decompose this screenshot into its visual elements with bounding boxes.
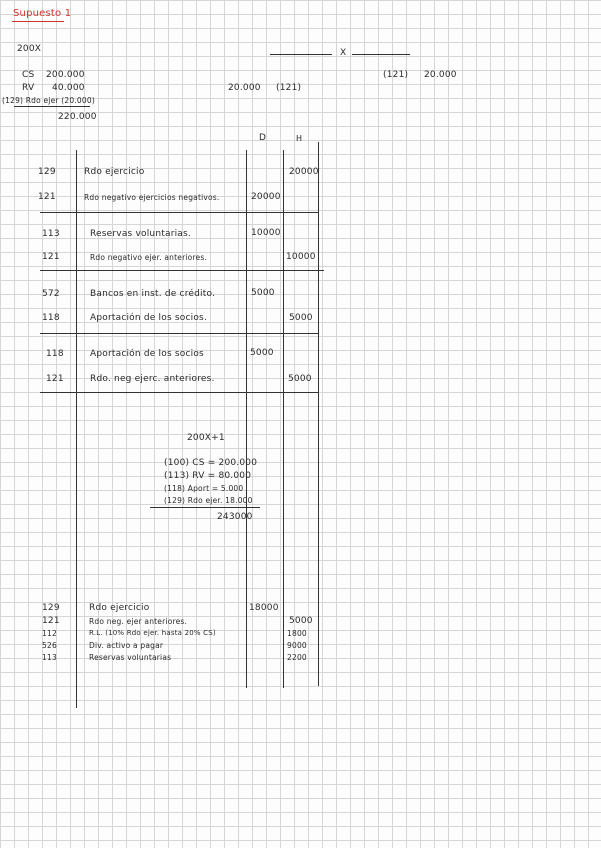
journal-credit: 5000 — [289, 616, 313, 626]
t-account-line-right — [352, 54, 410, 55]
journal-desc: Reservas voluntarias. — [90, 229, 191, 239]
entry-separator — [40, 333, 318, 334]
journal-desc: Rdo. neg ejerc. anteriores. — [90, 374, 215, 384]
rv-value: 40.000 — [52, 83, 85, 93]
sum-underline — [14, 106, 90, 107]
journal-debit: 18000 — [249, 603, 279, 613]
journal-code-column-line — [76, 150, 77, 708]
t-left-amount: 20.000 — [228, 83, 261, 93]
title-underline — [12, 21, 64, 22]
journal-credit: 20000 — [289, 167, 319, 177]
journal-code: 118 — [42, 313, 60, 323]
t-account-header: X — [340, 48, 347, 58]
journal-code: 129 — [42, 603, 60, 613]
t-right-code: (121) — [383, 70, 409, 80]
page-title: Supuesto 1 — [13, 8, 72, 19]
journal-desc: Aportación de los socios. — [90, 313, 208, 323]
balance-line: (118) Aport = 5.000 — [164, 484, 244, 493]
entry-separator — [40, 270, 324, 271]
journal-credit: 1800 — [287, 629, 307, 638]
journal-debit: 10000 — [251, 228, 281, 238]
top-total: 220.000 — [58, 112, 97, 122]
journal-desc: Rdo ejercicio — [84, 167, 145, 177]
journal-code: 121 — [38, 192, 56, 202]
debit-column-header: D — [259, 133, 267, 143]
journal-credit-column-line — [283, 150, 284, 688]
rv-label: RV — [22, 83, 35, 93]
journal-desc: Aportación de los socios — [90, 349, 204, 359]
entry-separator — [40, 392, 318, 393]
journal-code: 118 — [46, 349, 64, 359]
journal-debit: 20000 — [251, 192, 281, 202]
rdo-ejer-label: (129) Rdo ejer (20.000) — [2, 96, 95, 105]
journal-code: 113 — [42, 229, 60, 239]
journal-desc: Rdo neg. ejer anteriores. — [89, 617, 188, 626]
balance-line: (113) RV = 80.000 — [164, 471, 252, 481]
journal-desc: Rdo ejercicio — [89, 603, 150, 613]
journal-credit: 2200 — [287, 653, 307, 662]
journal-debit: 5000 — [250, 348, 274, 358]
journal-credit: 9000 — [287, 641, 307, 650]
journal-code: 121 — [42, 252, 60, 262]
journal-code: 526 — [42, 641, 57, 650]
journal-code: 129 — [38, 167, 56, 177]
journal-desc: Rdo negativo ejercicios negativos. — [84, 193, 220, 202]
journal-credit: 5000 — [289, 313, 313, 323]
second-year-label: 200X+1 — [187, 433, 225, 443]
journal-code: 121 — [46, 374, 64, 384]
journal-desc: Reservas voluntarias — [89, 653, 172, 662]
journal-desc: Bancos en inst. de crédito. — [90, 289, 216, 299]
journal-code: 121 — [42, 616, 60, 626]
t-account-line-left — [270, 54, 332, 55]
t-left-code: (121) — [276, 83, 302, 93]
credit-column-header: H — [296, 134, 303, 143]
journal-credit: 10000 — [286, 252, 316, 262]
journal-desc: R.L. (10% Rdo ejer. hasta 20% CS) — [89, 629, 216, 637]
journal-code: 112 — [42, 629, 57, 638]
entry-separator — [40, 212, 318, 213]
journal-debit-column-line — [246, 150, 247, 688]
journal-desc: Rdo negativo ejer. anteriores. — [90, 253, 208, 262]
journal-code: 572 — [42, 289, 60, 299]
journal-debit: 5000 — [251, 288, 275, 298]
year-label: 200X — [17, 44, 42, 54]
journal-desc: Div. activo a pagar — [89, 641, 164, 650]
journal-credit: 5000 — [288, 374, 312, 384]
t-right-amount: 20.000 — [424, 70, 457, 80]
cs-label: CS — [22, 70, 35, 80]
journal-right-line — [318, 142, 319, 686]
balance-line: (129) Rdo ejer. 18.000 — [164, 496, 253, 505]
second-total: 243000 — [217, 512, 253, 522]
balance-line: (100) CS = 200.000 — [164, 458, 258, 468]
cs-value: 200.000 — [46, 70, 85, 80]
journal-code: 113 — [42, 653, 57, 662]
sum-underline — [150, 507, 260, 508]
